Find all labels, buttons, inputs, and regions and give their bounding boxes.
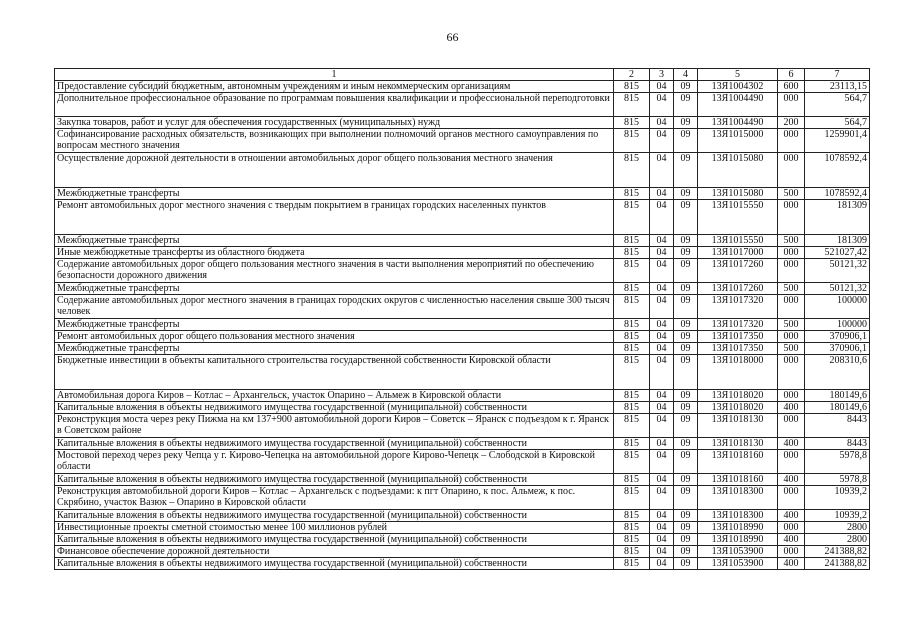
row-ministry-cell: 815 bbox=[614, 474, 650, 486]
row-target-cell: 13Я1018020 bbox=[698, 390, 778, 402]
row-ministry-cell: 815 bbox=[614, 355, 650, 390]
row-name-cell: Капитальные вложения в объекты недвижимого имущества государственной (муниципальной) собственности bbox=[55, 438, 614, 450]
row-subsection-cell: 09 bbox=[674, 283, 698, 295]
row-subsection-cell: 09 bbox=[674, 390, 698, 402]
table-row bbox=[55, 200, 870, 235]
row-target-cell: 13Я1018990 bbox=[698, 534, 778, 546]
row-amount-cell: 100000 bbox=[805, 319, 870, 331]
table-row bbox=[55, 510, 870, 522]
table-row bbox=[55, 355, 870, 390]
row-section-cell: 04 bbox=[650, 259, 674, 283]
row-subsection-cell: 09 bbox=[674, 331, 698, 343]
row-name-cell: Закупка товаров, работ и услуг для обеспечения государственных (муниципальных) нужд bbox=[55, 117, 614, 129]
row-name-cell: Межбюджетные трансферты bbox=[55, 235, 614, 247]
row-name-cell: Осуществление дорожной деятельности в отношении автомобильных дорог общего пользования местного значения bbox=[55, 153, 614, 188]
table-row bbox=[55, 129, 870, 153]
row-name-cell: Капитальные вложения в объекты недвижимого имущества государственной (муниципальной) собственности bbox=[55, 534, 614, 546]
row-subsection-cell: 09 bbox=[674, 153, 698, 188]
row-amount-cell: 2800 bbox=[805, 522, 870, 534]
row-subsection-cell: 09 bbox=[674, 247, 698, 259]
table-row bbox=[55, 259, 870, 283]
row-name-cell: Капитальные вложения в объекты недвижимого имущества государственной (муниципальной) собственности bbox=[55, 510, 614, 522]
row-subsection-cell: 09 bbox=[674, 474, 698, 486]
row-expense-type-cell: 000 bbox=[778, 153, 805, 188]
row-ministry-cell: 815 bbox=[614, 331, 650, 343]
row-amount-cell: 1078592,4 bbox=[805, 153, 870, 188]
row-expense-type-cell: 500 bbox=[778, 319, 805, 331]
row-name-cell: Предоставление субсидий бюджетным, автономным учреждениям и иным некоммерческим организациям bbox=[55, 81, 614, 93]
table-row bbox=[55, 117, 870, 129]
row-section-cell: 04 bbox=[650, 200, 674, 235]
row-ministry-cell: 815 bbox=[614, 510, 650, 522]
row-section-cell: 04 bbox=[650, 450, 674, 474]
row-target-cell: 13Я1018160 bbox=[698, 474, 778, 486]
row-ministry-cell: 815 bbox=[614, 438, 650, 450]
header-col-7: 7 bbox=[805, 69, 870, 81]
row-section-cell: 04 bbox=[650, 390, 674, 402]
row-target-cell: 13Я1017350 bbox=[698, 343, 778, 355]
row-ministry-cell: 815 bbox=[614, 295, 650, 319]
row-amount-cell: 50121,32 bbox=[805, 259, 870, 283]
table-row bbox=[55, 319, 870, 331]
row-expense-type-cell: 000 bbox=[778, 546, 805, 558]
row-amount-cell: 564,7 bbox=[805, 117, 870, 129]
row-ministry-cell: 815 bbox=[614, 153, 650, 188]
row-subsection-cell: 09 bbox=[674, 510, 698, 522]
row-section-cell: 04 bbox=[650, 117, 674, 129]
row-expense-type-cell: 000 bbox=[778, 355, 805, 390]
row-subsection-cell: 09 bbox=[674, 355, 698, 390]
table-row bbox=[55, 414, 870, 438]
row-ministry-cell: 815 bbox=[614, 450, 650, 474]
page-number: 66 bbox=[446, 30, 459, 44]
row-section-cell: 04 bbox=[650, 402, 674, 414]
table-row bbox=[55, 153, 870, 188]
row-target-cell: 13Я1017000 bbox=[698, 247, 778, 259]
row-amount-cell: 370906,1 bbox=[805, 343, 870, 355]
row-amount-cell: 180149,6 bbox=[805, 402, 870, 414]
table-row bbox=[55, 188, 870, 200]
row-amount-cell: 2800 bbox=[805, 534, 870, 546]
row-ministry-cell: 815 bbox=[614, 117, 650, 129]
row-name-cell: Финансовое обеспечение дорожной деятельности bbox=[55, 546, 614, 558]
table-row bbox=[55, 546, 870, 558]
row-section-cell: 04 bbox=[650, 510, 674, 522]
row-section-cell: 04 bbox=[650, 534, 674, 546]
row-ministry-cell: 815 bbox=[614, 259, 650, 283]
row-ministry-cell: 815 bbox=[614, 129, 650, 153]
row-amount-cell: 370906,1 bbox=[805, 331, 870, 343]
row-name-cell: Содержание автомобильных дорог общего пользования местного значения в части выполнения мероприятий по обеспечению безопасности дорожного движения bbox=[55, 259, 614, 283]
row-expense-type-cell: 400 bbox=[778, 474, 805, 486]
row-amount-cell: 50121,32 bbox=[805, 283, 870, 295]
row-subsection-cell: 09 bbox=[674, 438, 698, 450]
row-target-cell: 13Я1015550 bbox=[698, 200, 778, 235]
row-target-cell: 13Я1018020 bbox=[698, 402, 778, 414]
row-subsection-cell: 09 bbox=[674, 129, 698, 153]
row-expense-type-cell: 000 bbox=[778, 390, 805, 402]
row-target-cell: 13Я1017260 bbox=[698, 283, 778, 295]
row-target-cell: 13Я1004302 bbox=[698, 81, 778, 93]
row-ministry-cell: 815 bbox=[614, 247, 650, 259]
table-row bbox=[55, 558, 870, 570]
table-row bbox=[55, 235, 870, 247]
row-ministry-cell: 815 bbox=[614, 414, 650, 438]
table-row bbox=[55, 295, 870, 319]
header-col-1: 1 bbox=[55, 69, 614, 81]
row-amount-cell: 241388,82 bbox=[805, 558, 870, 570]
row-section-cell: 04 bbox=[650, 414, 674, 438]
row-name-cell: Межбюджетные трансферты bbox=[55, 188, 614, 200]
row-ministry-cell: 815 bbox=[614, 486, 650, 510]
row-name-cell: Софинансирование расходных обязательств, возникающих при выполнении полномочий органов местного самоуправления по вопросам местного значения bbox=[55, 129, 614, 153]
row-section-cell: 04 bbox=[650, 153, 674, 188]
table-body bbox=[55, 81, 870, 570]
row-subsection-cell: 09 bbox=[674, 295, 698, 319]
row-ministry-cell: 815 bbox=[614, 402, 650, 414]
row-expense-type-cell: 400 bbox=[778, 558, 805, 570]
row-target-cell: 13Я1004490 bbox=[698, 93, 778, 117]
row-section-cell: 04 bbox=[650, 546, 674, 558]
row-target-cell: 13Я1015080 bbox=[698, 188, 778, 200]
row-subsection-cell: 09 bbox=[674, 81, 698, 93]
row-section-cell: 04 bbox=[650, 355, 674, 390]
row-name-cell: Дополнительное профессиональное образование по программам повышения квалификации и профессиональной переподготовки bbox=[55, 93, 614, 117]
row-expense-type-cell: 400 bbox=[778, 402, 805, 414]
row-amount-cell: 10939,2 bbox=[805, 510, 870, 522]
row-section-cell: 04 bbox=[650, 93, 674, 117]
row-subsection-cell: 09 bbox=[674, 235, 698, 247]
row-subsection-cell: 09 bbox=[674, 534, 698, 546]
table-row bbox=[55, 390, 870, 402]
row-section-cell: 04 bbox=[650, 558, 674, 570]
row-name-cell: Ремонт автомобильных дорог местного значения с твердым покрытием в границах городских населенных пунктов bbox=[55, 200, 614, 235]
row-name-cell: Капитальные вложения в объекты недвижимого имущества государственной (муниципальной) собственности bbox=[55, 474, 614, 486]
row-expense-type-cell: 600 bbox=[778, 81, 805, 93]
table-row bbox=[55, 486, 870, 510]
row-section-cell: 04 bbox=[650, 295, 674, 319]
row-name-cell: Реконструкция моста через реку Пижма на км 137+900 автомобильной дороги Киров – Советск – Яранск с подъездом к г. Яранск в Советском районе bbox=[55, 414, 614, 438]
row-expense-type-cell: 000 bbox=[778, 129, 805, 153]
row-ministry-cell: 815 bbox=[614, 188, 650, 200]
row-subsection-cell: 09 bbox=[674, 93, 698, 117]
row-amount-cell: 1259901,4 bbox=[805, 129, 870, 153]
table-row bbox=[55, 343, 870, 355]
row-amount-cell: 181309 bbox=[805, 200, 870, 235]
row-expense-type-cell: 000 bbox=[778, 247, 805, 259]
table-row bbox=[55, 331, 870, 343]
row-ministry-cell: 815 bbox=[614, 93, 650, 117]
row-expense-type-cell: 400 bbox=[778, 438, 805, 450]
row-subsection-cell: 09 bbox=[674, 546, 698, 558]
row-section-cell: 04 bbox=[650, 247, 674, 259]
header-col-4: 4 bbox=[674, 69, 698, 81]
row-subsection-cell: 09 bbox=[674, 414, 698, 438]
row-target-cell: 13Я1018300 bbox=[698, 510, 778, 522]
row-target-cell: 13Я1015000 bbox=[698, 129, 778, 153]
header-col-5: 5 bbox=[698, 69, 778, 81]
table-row bbox=[55, 402, 870, 414]
row-section-cell: 04 bbox=[650, 486, 674, 510]
table-row bbox=[55, 474, 870, 486]
row-expense-type-cell: 400 bbox=[778, 534, 805, 546]
row-expense-type-cell: 000 bbox=[778, 522, 805, 534]
budget-table bbox=[54, 68, 870, 570]
row-amount-cell: 8443 bbox=[805, 414, 870, 438]
row-amount-cell: 5978,8 bbox=[805, 450, 870, 474]
row-expense-type-cell: 000 bbox=[778, 93, 805, 117]
row-subsection-cell: 09 bbox=[674, 522, 698, 534]
table-row bbox=[55, 522, 870, 534]
row-target-cell: 13Я1018130 bbox=[698, 438, 778, 450]
row-ministry-cell: 815 bbox=[614, 319, 650, 331]
row-section-cell: 04 bbox=[650, 188, 674, 200]
row-target-cell: 13Я1015550 bbox=[698, 235, 778, 247]
row-ministry-cell: 815 bbox=[614, 200, 650, 235]
row-target-cell: 13Я1017260 bbox=[698, 259, 778, 283]
row-name-cell: Автомобильная дорога Киров – Котлас – Архангельск, участок Опарино – Альмеж в Кировской области bbox=[55, 390, 614, 402]
row-subsection-cell: 09 bbox=[674, 319, 698, 331]
row-ministry-cell: 815 bbox=[614, 534, 650, 546]
row-expense-type-cell: 000 bbox=[778, 295, 805, 319]
row-expense-type-cell: 500 bbox=[778, 235, 805, 247]
row-amount-cell: 8443 bbox=[805, 438, 870, 450]
row-name-cell: Капитальные вложения в объекты недвижимого имущества государственной (муниципальной) собственности bbox=[55, 402, 614, 414]
table-row bbox=[55, 283, 870, 295]
row-amount-cell: 181309 bbox=[805, 235, 870, 247]
row-name-cell: Иные межбюджетные трансферты из областного бюджета bbox=[55, 247, 614, 259]
row-name-cell: Межбюджетные трансферты bbox=[55, 283, 614, 295]
row-expense-type-cell: 000 bbox=[778, 331, 805, 343]
row-amount-cell: 1078592,4 bbox=[805, 188, 870, 200]
row-section-cell: 04 bbox=[650, 438, 674, 450]
row-target-cell: 13Я1017320 bbox=[698, 319, 778, 331]
row-expense-type-cell: 400 bbox=[778, 510, 805, 522]
row-target-cell: 13Я1017350 bbox=[698, 331, 778, 343]
row-name-cell: Ремонт автомобильных дорог общего пользования местного значения bbox=[55, 331, 614, 343]
row-subsection-cell: 09 bbox=[674, 259, 698, 283]
row-expense-type-cell: 500 bbox=[778, 188, 805, 200]
row-ministry-cell: 815 bbox=[614, 235, 650, 247]
table-row bbox=[55, 93, 870, 117]
row-name-cell: Межбюджетные трансферты bbox=[55, 343, 614, 355]
row-section-cell: 04 bbox=[650, 474, 674, 486]
table-row bbox=[55, 438, 870, 450]
row-name-cell: Содержание автомобильных дорог местного значения в границах городских округов с численностью населения свыше 300 тысяч человек bbox=[55, 295, 614, 319]
row-amount-cell: 180149,6 bbox=[805, 390, 870, 402]
row-expense-type-cell: 200 bbox=[778, 117, 805, 129]
row-subsection-cell: 09 bbox=[674, 450, 698, 474]
row-target-cell: 13Я1053900 bbox=[698, 546, 778, 558]
row-expense-type-cell: 500 bbox=[778, 283, 805, 295]
row-amount-cell: 10939,2 bbox=[805, 486, 870, 510]
row-ministry-cell: 815 bbox=[614, 390, 650, 402]
row-amount-cell: 5978,8 bbox=[805, 474, 870, 486]
row-amount-cell: 208310,6 bbox=[805, 355, 870, 390]
row-expense-type-cell: 000 bbox=[778, 200, 805, 235]
header-col-6: 6 bbox=[778, 69, 805, 81]
row-name-cell: Межбюджетные трансферты bbox=[55, 319, 614, 331]
row-name-cell: Бюджетные инвестиции в объекты капитального строительства государственной собственности Кировской области bbox=[55, 355, 614, 390]
row-name-cell: Реконструкция автомобильной дороги Киров – Котлас – Архангельск с подъездами: к пгт Опарино, к пос. Альмеж, к пос. Скрябино, участок Вазюк – Опарино в Кировской области bbox=[55, 486, 614, 510]
row-target-cell: 13Я1004490 bbox=[698, 117, 778, 129]
row-target-cell: 13Я1018160 bbox=[698, 450, 778, 474]
row-amount-cell: 23113,15 bbox=[805, 81, 870, 93]
row-subsection-cell: 09 bbox=[674, 117, 698, 129]
row-target-cell: 13Я1053900 bbox=[698, 558, 778, 570]
row-section-cell: 04 bbox=[650, 343, 674, 355]
table-row bbox=[55, 450, 870, 474]
row-target-cell: 13Я1018130 bbox=[698, 414, 778, 438]
header-row bbox=[55, 69, 870, 81]
table-row bbox=[55, 247, 870, 259]
row-subsection-cell: 09 bbox=[674, 188, 698, 200]
row-expense-type-cell: 500 bbox=[778, 343, 805, 355]
row-target-cell: 13Я1018000 bbox=[698, 355, 778, 390]
row-section-cell: 04 bbox=[650, 129, 674, 153]
row-expense-type-cell: 000 bbox=[778, 259, 805, 283]
row-ministry-cell: 815 bbox=[614, 343, 650, 355]
row-target-cell: 13Я1018990 bbox=[698, 522, 778, 534]
row-ministry-cell: 815 bbox=[614, 558, 650, 570]
row-ministry-cell: 815 bbox=[614, 283, 650, 295]
row-section-cell: 04 bbox=[650, 283, 674, 295]
row-section-cell: 04 bbox=[650, 81, 674, 93]
row-ministry-cell: 815 bbox=[614, 546, 650, 558]
row-expense-type-cell: 000 bbox=[778, 414, 805, 438]
row-amount-cell: 100000 bbox=[805, 295, 870, 319]
row-name-cell: Инвестиционные проекты сметной стоимостью менее 100 миллионов рублей bbox=[55, 522, 614, 534]
row-ministry-cell: 815 bbox=[614, 81, 650, 93]
header-col-3: 3 bbox=[650, 69, 674, 81]
row-ministry-cell: 815 bbox=[614, 522, 650, 534]
row-target-cell: 13Я1015080 bbox=[698, 153, 778, 188]
row-name-cell: Мостовой переход через реку Чепца у г. Кирово-Чепецка на автомобильной дороге Кирово-Чепецк – Слободской в Кировской области bbox=[55, 450, 614, 474]
row-amount-cell: 241388,82 bbox=[805, 546, 870, 558]
row-name-cell: Капитальные вложения в объекты недвижимого имущества государственной (муниципальной) собственности bbox=[55, 558, 614, 570]
row-amount-cell: 564,7 bbox=[805, 93, 870, 117]
row-section-cell: 04 bbox=[650, 235, 674, 247]
row-section-cell: 04 bbox=[650, 319, 674, 331]
row-target-cell: 13Я1017320 bbox=[698, 295, 778, 319]
row-subsection-cell: 09 bbox=[674, 343, 698, 355]
row-section-cell: 04 bbox=[650, 331, 674, 343]
row-subsection-cell: 09 bbox=[674, 402, 698, 414]
row-subsection-cell: 09 bbox=[674, 200, 698, 235]
row-target-cell: 13Я1018300 bbox=[698, 486, 778, 510]
row-expense-type-cell: 000 bbox=[778, 486, 805, 510]
table-row bbox=[55, 534, 870, 546]
table-row bbox=[55, 81, 870, 93]
row-amount-cell: 521027,42 bbox=[805, 247, 870, 259]
header-col-2: 2 bbox=[614, 69, 650, 81]
row-section-cell: 04 bbox=[650, 522, 674, 534]
row-subsection-cell: 09 bbox=[674, 558, 698, 570]
row-expense-type-cell: 000 bbox=[778, 450, 805, 474]
row-subsection-cell: 09 bbox=[674, 486, 698, 510]
